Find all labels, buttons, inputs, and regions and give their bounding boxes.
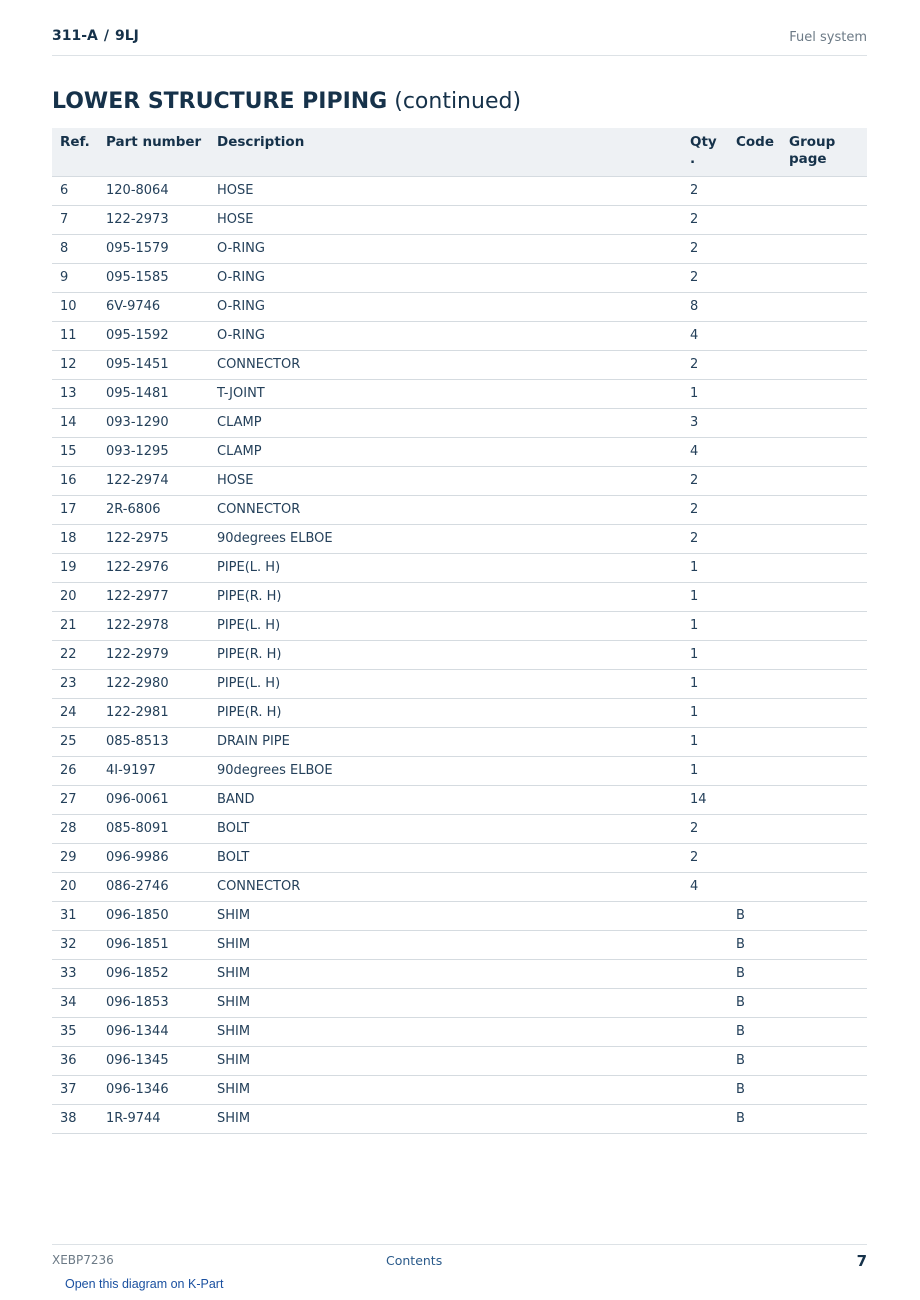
- table-row: [52, 612, 867, 641]
- row-part-number: 2R-6806: [98, 496, 209, 525]
- row-code: [728, 496, 781, 525]
- row-description: 90degrees ELBOE: [209, 525, 682, 554]
- parts-table-body: [52, 177, 867, 1134]
- row-part-number: 096-1345: [98, 1047, 209, 1076]
- row-code: [728, 206, 781, 235]
- row-part-number: 122-2979: [98, 641, 209, 670]
- col-code: Code: [728, 128, 781, 177]
- row-code: [728, 525, 781, 554]
- serial-prefix: 9LJ: [115, 28, 139, 44]
- row-code: B: [728, 989, 781, 1018]
- row-part-number: 122-2981: [98, 699, 209, 728]
- row-group-page: [781, 670, 867, 699]
- table-row: [52, 438, 867, 467]
- table-row: [52, 728, 867, 757]
- row-ref: 23: [52, 670, 98, 699]
- table-row: [52, 467, 867, 496]
- row-code: [728, 786, 781, 815]
- row-description: SHIM: [209, 1018, 682, 1047]
- row-description: PIPE(L. H): [209, 670, 682, 699]
- row-qty: 4: [682, 873, 728, 902]
- row-ref: 10: [52, 293, 98, 322]
- row-group-page: [781, 177, 867, 206]
- row-group-page: [781, 1076, 867, 1105]
- row-group-page: [781, 757, 867, 786]
- row-part-number: 096-1346: [98, 1076, 209, 1105]
- row-code: [728, 815, 781, 844]
- row-ref: 12: [52, 351, 98, 380]
- row-code: B: [728, 1105, 781, 1134]
- row-ref: 24: [52, 699, 98, 728]
- row-ref: 18: [52, 525, 98, 554]
- row-ref: 20: [52, 873, 98, 902]
- row-qty: 2: [682, 467, 728, 496]
- row-code: [728, 728, 781, 757]
- table-row: [52, 757, 867, 786]
- title-main: LOWER STRUCTURE PIPING: [52, 89, 388, 114]
- col-part-number: Part number: [98, 128, 209, 177]
- row-ref: 21: [52, 612, 98, 641]
- row-qty: 4: [682, 438, 728, 467]
- row-code: [728, 583, 781, 612]
- row-qty: 1: [682, 757, 728, 786]
- row-qty: 1: [682, 641, 728, 670]
- row-group-page: [781, 554, 867, 583]
- row-part-number: 096-1851: [98, 931, 209, 960]
- row-description: 90degrees ELBOE: [209, 757, 682, 786]
- row-group-page: [781, 699, 867, 728]
- row-ref: 37: [52, 1076, 98, 1105]
- row-group-page: [781, 989, 867, 1018]
- contents-link[interactable]: Contents: [386, 1253, 443, 1268]
- table-row: [52, 844, 867, 873]
- row-description: HOSE: [209, 467, 682, 496]
- parts-table: [52, 128, 867, 1134]
- row-part-number: 095-1451: [98, 351, 209, 380]
- table-row: [52, 206, 867, 235]
- row-ref: 9: [52, 264, 98, 293]
- table-row: [52, 554, 867, 583]
- title-suffix: (continued): [394, 89, 522, 114]
- row-qty: 2: [682, 496, 728, 525]
- row-code: B: [728, 902, 781, 931]
- row-group-page: [781, 1018, 867, 1047]
- row-description: PIPE(L. H): [209, 612, 682, 641]
- row-ref: 35: [52, 1018, 98, 1047]
- row-ref: 33: [52, 960, 98, 989]
- table-row: [52, 583, 867, 612]
- table-row: [52, 1047, 867, 1076]
- row-qty: 1: [682, 583, 728, 612]
- table-row: [52, 322, 867, 351]
- table-row: [52, 380, 867, 409]
- row-code: B: [728, 1047, 781, 1076]
- row-group-page: [781, 264, 867, 293]
- row-group-page: [781, 786, 867, 815]
- row-group-page: [781, 815, 867, 844]
- row-description: CLAMP: [209, 409, 682, 438]
- row-group-page: [781, 409, 867, 438]
- row-part-number: 096-9986: [98, 844, 209, 873]
- row-ref: 32: [52, 931, 98, 960]
- table-row: [52, 670, 867, 699]
- row-code: [728, 264, 781, 293]
- row-qty: 4: [682, 322, 728, 351]
- row-ref: 25: [52, 728, 98, 757]
- table-header-row: [52, 128, 867, 177]
- row-part-number: 093-1290: [98, 409, 209, 438]
- row-ref: 11: [52, 322, 98, 351]
- row-code: [728, 409, 781, 438]
- row-part-number: 122-2975: [98, 525, 209, 554]
- row-ref: 6: [52, 177, 98, 206]
- row-qty: [682, 1076, 728, 1105]
- row-code: [728, 322, 781, 351]
- row-description: BOLT: [209, 815, 682, 844]
- row-part-number: 095-1592: [98, 322, 209, 351]
- table-row: [52, 351, 867, 380]
- row-group-page: [781, 873, 867, 902]
- row-group-page: [781, 1047, 867, 1076]
- row-group-page: [781, 206, 867, 235]
- row-ref: 29: [52, 844, 98, 873]
- table-row: [52, 873, 867, 902]
- row-part-number: 122-2976: [98, 554, 209, 583]
- row-group-page: [781, 583, 867, 612]
- row-part-number: 095-1579: [98, 235, 209, 264]
- row-code: B: [728, 1076, 781, 1105]
- col-qty: Qty .: [682, 128, 728, 177]
- row-code: [728, 873, 781, 902]
- row-qty: 1: [682, 380, 728, 409]
- row-description: O-RING: [209, 322, 682, 351]
- row-ref: 28: [52, 815, 98, 844]
- row-part-number: 096-0061: [98, 786, 209, 815]
- row-qty: 1: [682, 612, 728, 641]
- section-name: Fuel system: [789, 30, 867, 45]
- row-description: BAND: [209, 786, 682, 815]
- row-code: B: [728, 931, 781, 960]
- table-row: [52, 409, 867, 438]
- row-group-page: [781, 525, 867, 554]
- page-header: [52, 28, 867, 56]
- table-row: [52, 264, 867, 293]
- row-code: [728, 380, 781, 409]
- row-qty: 1: [682, 699, 728, 728]
- row-part-number: 085-8513: [98, 728, 209, 757]
- row-ref: 31: [52, 902, 98, 931]
- row-group-page: [781, 351, 867, 380]
- table-row: [52, 641, 867, 670]
- row-qty: 2: [682, 815, 728, 844]
- row-qty: 2: [682, 235, 728, 264]
- row-qty: 14: [682, 786, 728, 815]
- table-row: [52, 235, 867, 264]
- row-description: SHIM: [209, 960, 682, 989]
- row-qty: 1: [682, 554, 728, 583]
- row-description: HOSE: [209, 177, 682, 206]
- row-part-number: 096-1850: [98, 902, 209, 931]
- row-description: CONNECTOR: [209, 873, 682, 902]
- row-description: SHIM: [209, 1076, 682, 1105]
- row-description: HOSE: [209, 206, 682, 235]
- row-qty: 2: [682, 844, 728, 873]
- model-code: 311-A: [52, 28, 98, 44]
- row-qty: 1: [682, 728, 728, 757]
- row-part-number: 122-2978: [98, 612, 209, 641]
- row-description: SHIM: [209, 1047, 682, 1076]
- row-group-page: [781, 322, 867, 351]
- row-description: DRAIN PIPE: [209, 728, 682, 757]
- row-qty: 1: [682, 670, 728, 699]
- table-row: [52, 989, 867, 1018]
- row-ref: 15: [52, 438, 98, 467]
- row-part-number: 093-1295: [98, 438, 209, 467]
- row-description: T-JOINT: [209, 380, 682, 409]
- row-code: [728, 351, 781, 380]
- col-description: Description: [209, 128, 682, 177]
- row-part-number: 120-8064: [98, 177, 209, 206]
- row-code: B: [728, 1018, 781, 1047]
- document-id: XEBP7236: [52, 1253, 114, 1267]
- table-row: [52, 699, 867, 728]
- row-description: PIPE(R. H): [209, 583, 682, 612]
- row-part-number: 122-2977: [98, 583, 209, 612]
- row-qty: [682, 1105, 728, 1134]
- table-row: [52, 177, 867, 206]
- row-part-number: 122-2980: [98, 670, 209, 699]
- row-description: O-RING: [209, 264, 682, 293]
- row-code: [728, 612, 781, 641]
- row-code: [728, 670, 781, 699]
- model-serial: [52, 28, 139, 44]
- row-ref: 34: [52, 989, 98, 1018]
- row-qty: 2: [682, 177, 728, 206]
- row-qty: [682, 1047, 728, 1076]
- row-description: CONNECTOR: [209, 351, 682, 380]
- row-group-page: [781, 1105, 867, 1134]
- row-part-number: 122-2973: [98, 206, 209, 235]
- row-qty: [682, 902, 728, 931]
- row-part-number: 086-2746: [98, 873, 209, 902]
- table-row: [52, 786, 867, 815]
- row-group-page: [781, 641, 867, 670]
- page-number: 7: [856, 1252, 867, 1270]
- row-description: CLAMP: [209, 438, 682, 467]
- row-ref: 19: [52, 554, 98, 583]
- row-code: [728, 438, 781, 467]
- table-row: [52, 960, 867, 989]
- col-ref: Ref.: [52, 128, 98, 177]
- col-group-page: Group page: [781, 128, 867, 177]
- row-description: PIPE(R. H): [209, 699, 682, 728]
- row-part-number: 095-1481: [98, 380, 209, 409]
- row-group-page: [781, 960, 867, 989]
- row-description: SHIM: [209, 931, 682, 960]
- row-code: [728, 467, 781, 496]
- row-ref: 8: [52, 235, 98, 264]
- row-group-page: [781, 496, 867, 525]
- row-description: SHIM: [209, 902, 682, 931]
- row-group-page: [781, 235, 867, 264]
- row-part-number: 085-8091: [98, 815, 209, 844]
- row-part-number: 096-1853: [98, 989, 209, 1018]
- row-description: PIPE(L. H): [209, 554, 682, 583]
- row-part-number: 122-2974: [98, 467, 209, 496]
- row-group-page: [781, 902, 867, 931]
- row-description: CONNECTOR: [209, 496, 682, 525]
- open-kpart-link[interactable]: Open this diagram on K-Part: [65, 1277, 224, 1291]
- row-part-number: 095-1585: [98, 264, 209, 293]
- row-code: [728, 554, 781, 583]
- row-group-page: [781, 612, 867, 641]
- table-row: [52, 1018, 867, 1047]
- row-group-page: [781, 380, 867, 409]
- footer-divider: [52, 1244, 867, 1245]
- row-code: [728, 699, 781, 728]
- row-ref: 14: [52, 409, 98, 438]
- row-part-number: 1R-9744: [98, 1105, 209, 1134]
- row-part-number: 096-1344: [98, 1018, 209, 1047]
- row-ref: 26: [52, 757, 98, 786]
- row-ref: 16: [52, 467, 98, 496]
- row-code: [728, 844, 781, 873]
- row-group-page: [781, 438, 867, 467]
- row-qty: [682, 960, 728, 989]
- row-qty: [682, 931, 728, 960]
- row-part-number: 096-1852: [98, 960, 209, 989]
- row-qty: 2: [682, 206, 728, 235]
- row-group-page: [781, 728, 867, 757]
- row-description: O-RING: [209, 293, 682, 322]
- row-group-page: [781, 467, 867, 496]
- row-qty: [682, 1018, 728, 1047]
- table-row: [52, 815, 867, 844]
- row-description: BOLT: [209, 844, 682, 873]
- row-code: [728, 641, 781, 670]
- row-description: PIPE(R. H): [209, 641, 682, 670]
- row-code: [728, 757, 781, 786]
- row-qty: 2: [682, 525, 728, 554]
- row-qty: 2: [682, 351, 728, 380]
- table-row: [52, 496, 867, 525]
- row-code: [728, 293, 781, 322]
- row-qty: 2: [682, 264, 728, 293]
- table-row: [52, 525, 867, 554]
- row-ref: 27: [52, 786, 98, 815]
- table-row: [52, 931, 867, 960]
- row-code: B: [728, 960, 781, 989]
- row-group-page: [781, 293, 867, 322]
- row-description: SHIM: [209, 989, 682, 1018]
- row-qty: [682, 989, 728, 1018]
- row-code: [728, 177, 781, 206]
- row-qty: 8: [682, 293, 728, 322]
- row-ref: 22: [52, 641, 98, 670]
- row-ref: 36: [52, 1047, 98, 1076]
- row-ref: 20: [52, 583, 98, 612]
- row-description: SHIM: [209, 1105, 682, 1134]
- row-ref: 38: [52, 1105, 98, 1134]
- table-row: [52, 293, 867, 322]
- table-row: [52, 1105, 867, 1134]
- page-title: [52, 89, 521, 114]
- row-qty: 3: [682, 409, 728, 438]
- row-group-page: [781, 931, 867, 960]
- row-part-number: 4I-9197: [98, 757, 209, 786]
- row-part-number: 6V-9746: [98, 293, 209, 322]
- table-row: [52, 902, 867, 931]
- row-description: O-RING: [209, 235, 682, 264]
- row-group-page: [781, 844, 867, 873]
- row-code: [728, 235, 781, 264]
- row-ref: 17: [52, 496, 98, 525]
- row-ref: 13: [52, 380, 98, 409]
- row-ref: 7: [52, 206, 98, 235]
- model-separator: /: [103, 28, 109, 44]
- table-row: [52, 1076, 867, 1105]
